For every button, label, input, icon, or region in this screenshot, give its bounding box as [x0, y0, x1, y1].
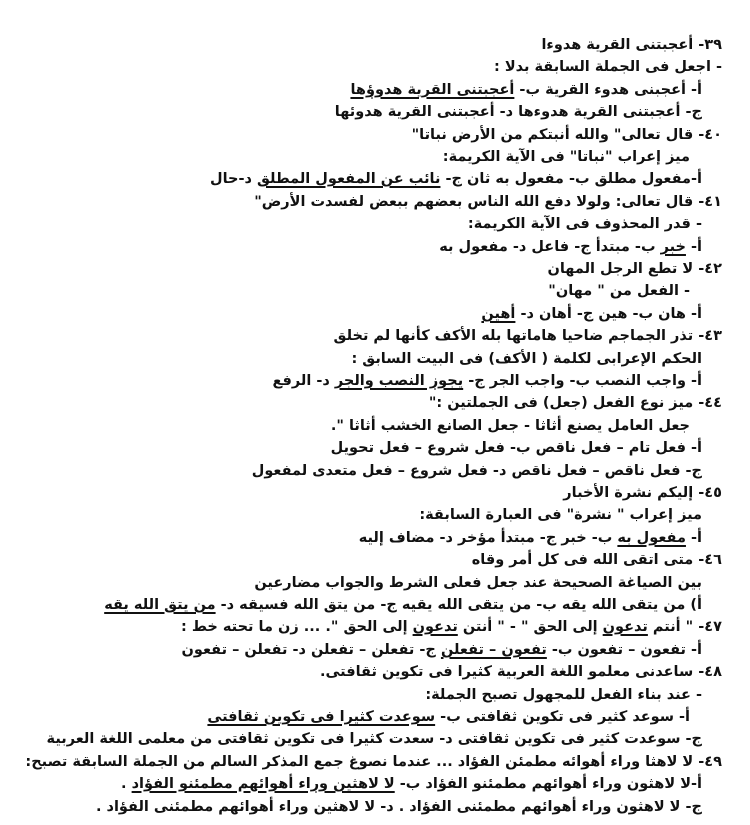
text-line: [20, 572, 702, 594]
text-segment: ٤٠- قال تعالى" والله أنبتكم من الأرض نباتا": [411, 127, 722, 143]
text-line: [20, 79, 702, 101]
text-line: [20, 280, 690, 302]
text-segment: إلى الحق " - " أنتن: [457, 619, 603, 635]
text-segment: ٤٦- متى اتقى الله فى كل أمر وقاه: [471, 552, 722, 568]
text-segment: ج-: [463, 373, 490, 389]
text-segment: أ- هان ب- هين ج- أهان د-: [515, 306, 702, 322]
text-line: [20, 706, 690, 728]
text-line: [20, 303, 702, 325]
text-segment: ميز إعراب "نباتا" فى الآية الكريمة:: [442, 149, 690, 165]
text-segment: أ-لا لاهثون وراء أهوائهم مطمئنو الفؤاد: [425, 776, 702, 792]
text-line: [20, 639, 702, 661]
underlined-answer: يجوز النصب والجر: [334, 373, 464, 389]
text-line: [20, 236, 702, 258]
text-segment: ب- فعل شروع – فعل تحويل: [330, 440, 536, 456]
text-line: [20, 392, 722, 414]
text-segment: ٤٤- ميز نوع الفعل (جعل) فى الجملتين :": [428, 395, 722, 411]
text-line: [20, 482, 722, 504]
text-segment: جعل العامل يصنع أثاثا - جعل الصانع الخشب أثاثا ".: [330, 418, 690, 434]
underlined-answer: لا لاهثين وراء أهوائهم مطمئنو الفؤاد: [131, 776, 395, 792]
text-segment: د- تفعلن – تفعون: [181, 642, 311, 658]
text-segment: إلى الحق ". ... زن ما تحته خط :: [181, 619, 413, 635]
text-segment: ب-: [394, 776, 426, 792]
text-line: [20, 370, 702, 392]
text-line: [20, 348, 702, 370]
text-segment: - اجعل فى الجملة السابقة بدلا :: [493, 59, 722, 75]
text-segment: أ-: [685, 239, 702, 255]
text-segment: أ- واجب النصب: [595, 373, 702, 389]
text-segment: د-: [215, 597, 240, 613]
text-line: [20, 124, 722, 146]
text-line: [20, 751, 722, 773]
text-segment: ب- مبتدأ ج- فاعل د- مفعول به: [439, 239, 661, 255]
text-segment: د- لا لاهثين وراء أهوائهم مطمئنى الفؤاد .: [95, 799, 399, 815]
underlined-answer: تفعون – تفعلن: [440, 642, 547, 658]
text-line: [20, 728, 702, 750]
underlined-answer: من يتق الله يقه: [104, 597, 216, 613]
text-segment: ب- واجب الجر: [489, 373, 596, 389]
underlined-answer: تدعون: [412, 619, 458, 635]
text-line: [20, 56, 722, 78]
text-segment: ج- تفعلن – تفعلن: [310, 642, 441, 658]
underlined-answer: أعجبتنى القرية هدوؤها: [350, 82, 515, 98]
text-segment: ب-: [435, 709, 466, 725]
text-line: [20, 549, 722, 571]
text-segment: ٤٧- " أنتم: [647, 619, 722, 635]
text-line: [20, 661, 722, 683]
text-segment: د- الرفع: [272, 373, 335, 389]
text-segment: أ-مفعول مطلق: [594, 171, 702, 187]
text-segment: ٤٢- لا تطع الرجل المهان: [547, 261, 722, 277]
text-segment: ميز إعراب " نشرة" فى العبارة السابقة:: [419, 507, 702, 523]
text-segment: أ) من يتقى الله يقه: [561, 597, 702, 613]
text-segment: ج- فعل ناقص – فعل ناقص: [511, 463, 702, 479]
text-line: [20, 325, 722, 347]
text-segment: أ- أعجبنى هدوء القرية: [545, 82, 702, 98]
text-line: [20, 460, 702, 482]
text-segment: ج- أعجبتنى القرية هدوءها: [518, 104, 702, 120]
text-line: [20, 258, 722, 280]
text-line: [20, 684, 702, 706]
text-segment: الحكم الإعرابى لكلمة ( الأكف) فى البيت السابق :: [351, 351, 702, 367]
text-segment: ب- مفعول به ثان: [467, 171, 595, 187]
text-segment: د- أعجبتنى القرية هدوئها: [334, 104, 519, 120]
text-segment: ج- لا لاهثون وراء أهوائهم مطمئنى الفؤاد .: [398, 799, 702, 815]
text-segment: - الفعل من " مهان": [548, 283, 690, 299]
text-segment: ٣٩- أعجبتنى القرية هدوءا: [541, 37, 722, 53]
text-segment: ٤٣- تذر الجماجم ضاحيا هاماتها بله الأكف كأنها لم تخلق: [333, 328, 722, 344]
text-segment: ج- سوعدت كثير فى تكوين ثقافتى: [457, 731, 702, 747]
text-line: [20, 527, 702, 549]
text-segment: د- سعدت كثيرا فى تكوين ثقافتى من معلمى اللغة العربية: [46, 731, 458, 747]
text-line: [20, 146, 690, 168]
text-segment: .: [121, 776, 132, 792]
underlined-answer: تدعون: [602, 619, 648, 635]
text-segment: - عند بناء الفعل للمجهول تصبح الجملة:: [425, 687, 702, 703]
text-line: [20, 101, 702, 123]
underlined-answer: أهين: [481, 306, 516, 322]
text-segment: د-حال: [210, 171, 257, 187]
text-line: [20, 773, 702, 795]
underlined-answer: مفعول به: [617, 530, 686, 546]
text-line: [20, 594, 702, 616]
text-line: [20, 168, 702, 190]
text-line: [20, 504, 702, 526]
text-segment: أ- تفعون – تفعون: [577, 642, 702, 658]
text-segment: ٤٨- ساعدنى معلمو اللغة العربية كثيرا فى تكوين ثقافتى.: [320, 664, 722, 680]
text-segment: - قدر المحذوف فى الآية الكريمة:: [467, 216, 702, 232]
underlined-answer: خبر: [660, 239, 686, 255]
underlined-answer: سوعدت كثيرا فى تكوين ثقافتى: [207, 709, 436, 725]
text-segment: د- فعل شروع – فعل متعدى لمفعول: [251, 463, 512, 479]
text-line: [20, 213, 702, 235]
text-segment: ٤١- قال تعالى: ولولا دفع الله الناس بعضهم ببعض لفسدت الأرض": [254, 194, 722, 210]
text-segment: ب- من يتقى الله يقيه: [401, 597, 562, 613]
text-line: [20, 415, 690, 437]
text-line: [20, 437, 702, 459]
text-line: [20, 796, 702, 818]
text-line: [20, 191, 722, 213]
text-segment: ٤٩- لا لاهثا وراء أهوائه مطمئن الفؤاد ... عندما نصوغ جمع المذكر السالم من الجملة السابقة تصبح:: [25, 754, 722, 770]
text-segment: ٤٥- إليكم نشرة الأخبار: [563, 485, 722, 501]
underlined-answer: نائب عن المفعول المطلق: [256, 171, 441, 187]
text-segment: ب-: [514, 82, 546, 98]
text-segment: ب- خبر ج- مبتدأ مؤخر د- مضاف إليه: [358, 530, 618, 546]
text-segment: أ- سوعد كثير فى تكوين ثقافتى: [465, 709, 690, 725]
text-segment: ب-: [546, 642, 578, 658]
text-segment: أ-: [685, 530, 702, 546]
text-segment: بين الصياغة الصحيحة عند جعل فعلى الشرط والجواب مضارعين: [254, 575, 702, 591]
text-segment: ج-: [440, 171, 468, 187]
text-segment: ج- من يتق الله فسيقه: [239, 597, 402, 613]
text-line: [20, 616, 722, 638]
text-segment: أ- فعل تام – فعل ناقص: [535, 440, 702, 456]
text-line: [20, 34, 722, 56]
